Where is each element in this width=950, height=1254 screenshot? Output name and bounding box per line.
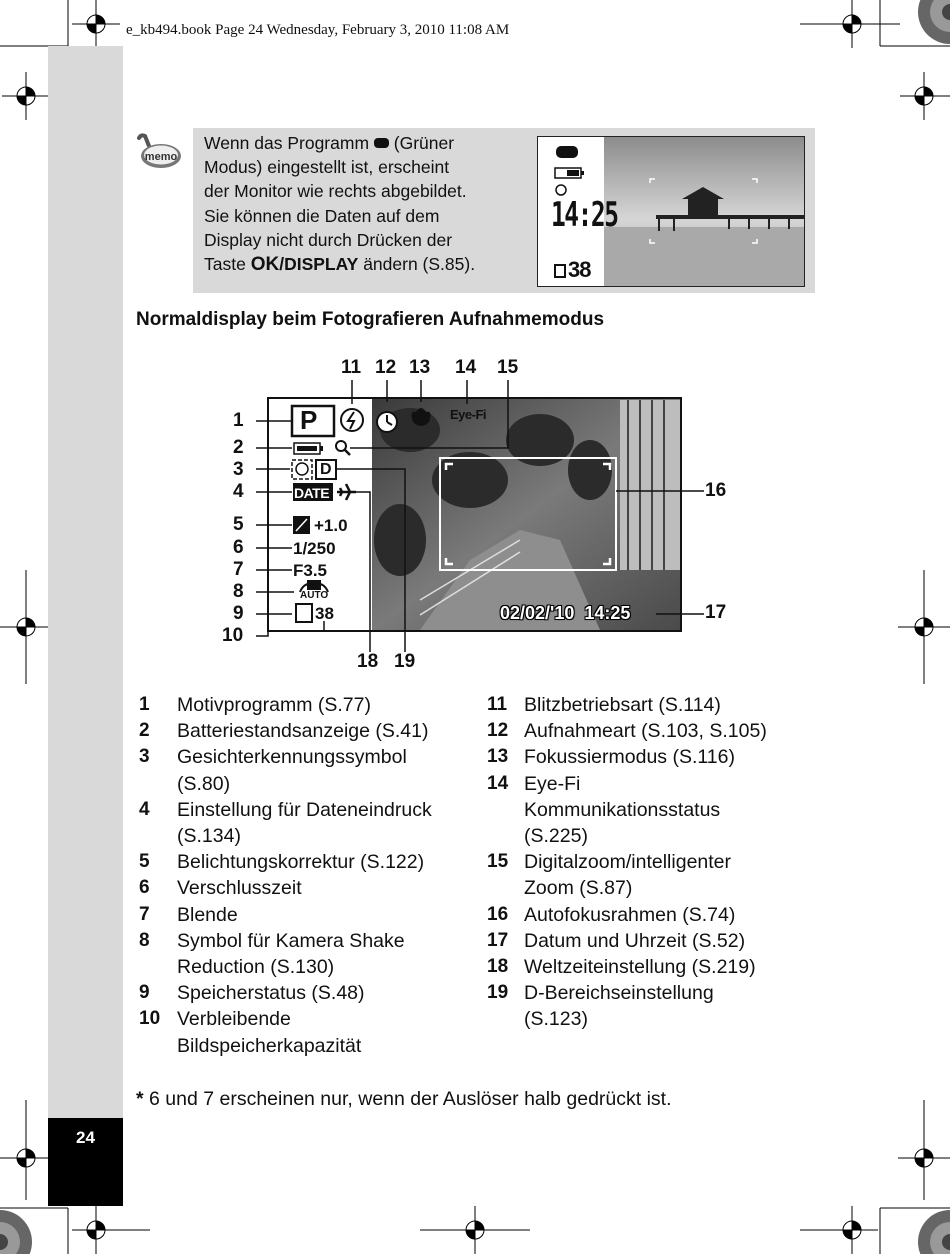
legend-text: Weltzeiteinstellung (S.219) [524, 956, 756, 978]
osd-ev: +1.0 [314, 516, 348, 535]
legend-text: (S.134) [177, 825, 241, 847]
osd-shots: 38 [315, 604, 334, 623]
memo-line1a: Wenn das Programm [204, 133, 370, 153]
callout-1: 1 [233, 410, 244, 431]
osd-mode-p: P [300, 405, 318, 435]
green-mode-small-icon [556, 146, 578, 158]
memo-text [204, 131, 529, 277]
legend-number: 13 [487, 746, 509, 768]
memo-line4: Sie können die Daten auf dem [204, 205, 440, 226]
callout-14: 14 [455, 357, 477, 378]
osd-date-badge: DATE [294, 485, 330, 501]
legend-text: Zoom (S.87) [524, 877, 633, 900]
legend-number: 10 [139, 1008, 161, 1030]
callout-19: 19 [394, 651, 416, 672]
legend-text: (S.123) [524, 1008, 588, 1031]
callout-5: 5 [233, 514, 244, 535]
slash: / [279, 254, 285, 275]
legend-text: Motivprogramm (S.77) [177, 694, 371, 716]
legend-text: (S.225) [524, 825, 588, 847]
legend-number: 19 [487, 982, 509, 1004]
memo-line6b: ändern (S.85). [358, 254, 476, 275]
green-mode-icon [374, 138, 389, 148]
legend-number: 18 [487, 956, 509, 977]
legend-number: 11 [487, 694, 508, 715]
legend-text: Batteriestandsanzeige (S.41) [177, 720, 429, 743]
legend-text: Verbleibende [177, 1008, 291, 1031]
legend-text: Einstellung für Dateneindruck [177, 798, 432, 821]
legend-number: 16 [487, 903, 509, 925]
osd-shutter: 1/250 [293, 539, 336, 558]
legend-text: Speicherstatus (S.48) [177, 982, 365, 1005]
callout-4: 4 [233, 481, 244, 502]
legend-text: Kommunikationsstatus [524, 798, 721, 821]
page-number: 24 [76, 1128, 95, 1147]
legend-number: 2 [139, 720, 150, 742]
callout-6: 6 [233, 537, 244, 558]
callout-2: 2 [233, 437, 244, 458]
legend-number: 3 [139, 746, 150, 768]
legend-text: Autofokusrahmen (S.74) [524, 903, 736, 926]
green-mode-shots: 38 [554, 257, 590, 283]
memo-line3: der Monitor wie rechts abgebildet. [204, 181, 467, 202]
osd-d-range: D [320, 461, 332, 478]
side-bar [48, 46, 123, 1118]
legend-text: Reduction (S.130) [177, 956, 335, 978]
osd-datetime: 02/02/'10 14:25 [500, 603, 631, 623]
legend-number: 5 [139, 851, 150, 873]
legend-text: Blitzbetriebsart (S.114) [524, 694, 721, 716]
legend-text: D-Bereichseinstellung [524, 982, 714, 1005]
legend-text: (S.80) [177, 772, 231, 795]
callout-10: 10 [222, 625, 244, 646]
legend-number: 14 [487, 772, 509, 794]
legend-number: 7 [139, 903, 150, 925]
ok-key: OK [250, 254, 280, 276]
callout-7: 7 [233, 559, 244, 580]
display-key: DISPLAY [284, 254, 359, 275]
osd-diagram [220, 352, 740, 682]
callout-17: 17 [705, 602, 727, 623]
callout-3: 3 [233, 459, 244, 480]
legend-number: 8 [139, 929, 150, 951]
footnote [136, 1088, 672, 1111]
osd-eyefi: Eye-Fi [450, 407, 487, 422]
legend-number: 6 [139, 877, 150, 899]
memo-line5: Display nicht durch Drücken der [204, 229, 453, 250]
footnote-star: * [136, 1088, 144, 1110]
osd-aperture: F3.5 [293, 561, 328, 580]
legend-text: Datum und Uhrzeit (S.52) [524, 929, 746, 952]
legend-text: Bildspeicherkapazität [177, 1034, 362, 1057]
callout-13: 13 [409, 357, 431, 378]
legend-text: Belichtungskorrektur (S.122) [177, 851, 425, 874]
legend-text: Gesichterkennungssymbol [177, 746, 407, 769]
memo-icon [135, 132, 183, 172]
section-title: Normaldisplay beim Fotografieren Aufnahmemodus [136, 309, 605, 330]
legend-text: Verschlusszeit [177, 877, 302, 900]
memo-line6a: Taste [204, 254, 251, 275]
legend-text: Fokussiermodus (S.116) [524, 746, 735, 769]
callout-8: 8 [233, 581, 244, 602]
callout-11: 11 [341, 357, 362, 378]
green-mode-monitor [537, 136, 805, 287]
legend-text: Digitalzoom/intelligenter [524, 851, 732, 874]
legend-text: Eye-Fi [524, 772, 581, 795]
callout-16: 16 [705, 480, 727, 501]
legend-text: Symbol für Kamera Shake [177, 929, 405, 952]
memo-line1b: (Grüner [388, 133, 455, 153]
legend-number: 9 [139, 982, 150, 1004]
memo-line2: Modus) eingestellt ist, erscheint [204, 157, 450, 178]
legend-text: Aufnahmeart (S.103, S.105) [524, 720, 767, 743]
legend-number: 1 [139, 694, 150, 715]
green-mode-time: 14:25 [551, 195, 618, 235]
legend-number: 17 [487, 929, 509, 951]
print-header: e_kb494.book Page 24 Wednesday, February 3, 2010 11:08 AM [126, 22, 510, 38]
legend-number: 4 [139, 798, 150, 820]
callout-12: 12 [375, 357, 397, 378]
callout-15: 15 [497, 357, 519, 378]
osd-shake-auto: AUTO [300, 590, 329, 601]
legend-text: Blende [177, 903, 238, 926]
footnote-text: 6 und 7 erscheinen nur, wenn der Auslöser halb gedrückt ist. [143, 1088, 672, 1110]
legend-number: 15 [487, 851, 509, 873]
callout-9: 9 [233, 603, 244, 624]
callout-18: 18 [357, 651, 379, 672]
legend-number: 12 [487, 720, 509, 742]
memo-icon-label: memo [144, 151, 178, 163]
